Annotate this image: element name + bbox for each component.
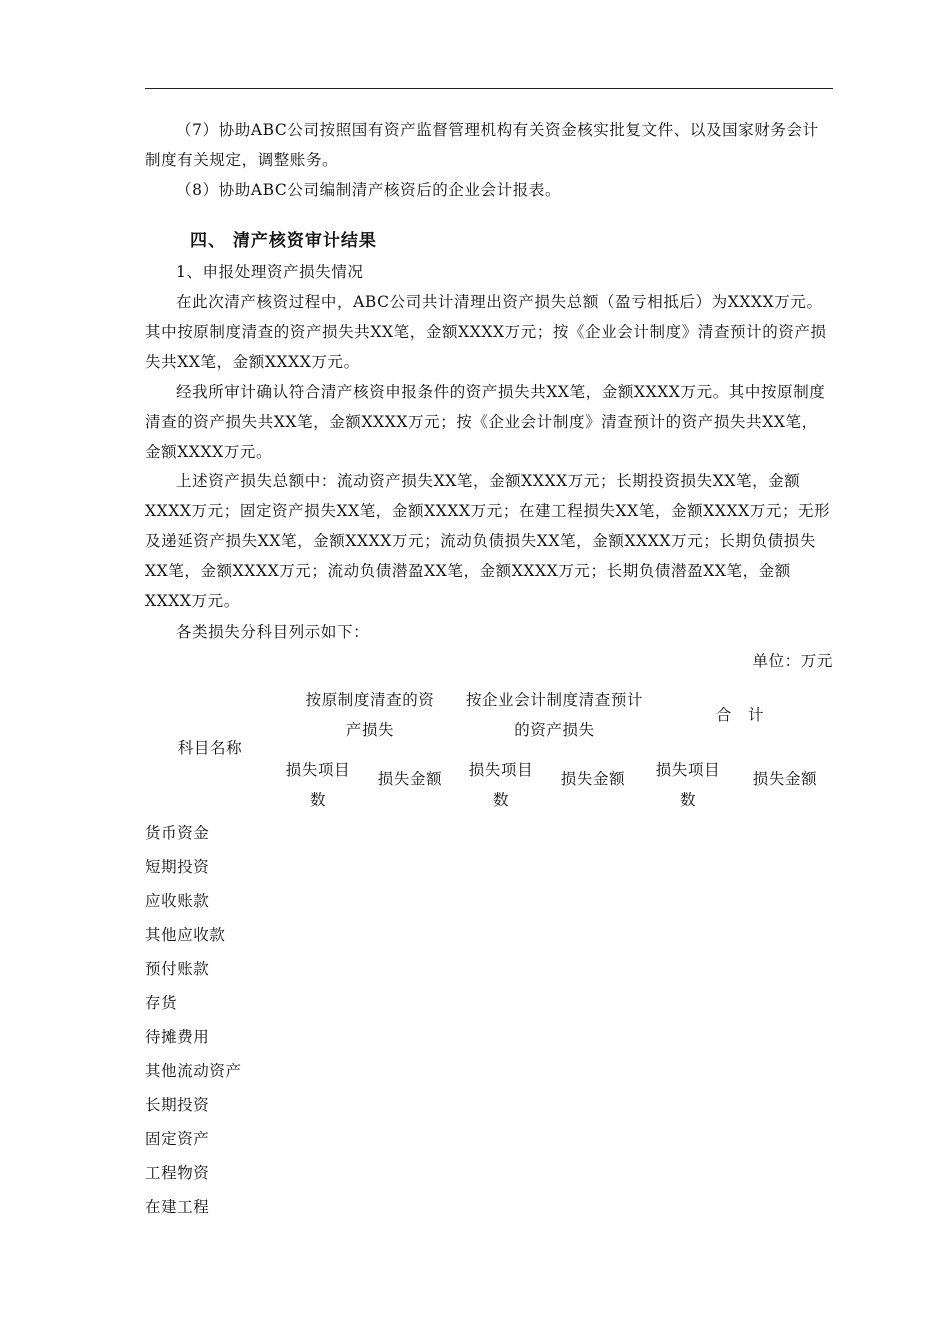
body-paragraph-3: 上述资产损失总额中：流动资产损失XX笔，金额XXXX万元；长期投资损失XX笔，金额XXXX万元；固定资产损失XX笔，金额XXXX万元；在建工程损失XX笔，金额XXXX万元；无形及递延资产损失XX笔，金额XXXX万元；流动负债损失XX笔，金额XXXX万元；长期负债损失XX笔，金额XXXX万元；流动负债潜盈XX笔，金额XXXX万元；长期负债潜盈XX笔，金额XXXX万元。	[145, 472, 831, 610]
paragraph-8: （8）协助ABC公司编制清产核资后的企业会计报表。	[176, 181, 562, 199]
table-row: 预付账款	[145, 960, 210, 978]
body-paragraph-2: 经我所审计确认符合清产核资申报条件的资产损失共XX笔，金额XXXX万元。其中按原制度清查的资产损失共XX笔，金额XXXX万元；按《企业会计制度》清查预计的资产损失共XX笔，金额XXXX万元。	[145, 383, 826, 461]
table-row: 待摊费用	[145, 1028, 210, 1046]
table-row: 在建工程	[145, 1198, 210, 1216]
sub-count-header-2: 损失项目数	[468, 761, 534, 809]
table-row: 长期投资	[145, 1096, 210, 1114]
table-row: 货币资金	[145, 824, 210, 842]
table-row: 应收账款	[145, 892, 210, 910]
body-paragraph-4: 各类损失分科目列示如下：	[176, 623, 370, 641]
table-row: 其他应收款	[145, 926, 226, 944]
table-row: 其他流动资产	[145, 1062, 242, 1080]
table-row: 工程物资	[145, 1164, 210, 1182]
col-subject-header: 科目名称	[177, 739, 243, 757]
group-original-header: 按原制度清查的资产损失	[305, 691, 435, 739]
sub-count-header-3: 损失项目数	[655, 761, 721, 809]
group-total-header: 合 计	[715, 706, 765, 724]
sub-amount-header-1: 损失金额	[377, 770, 443, 788]
subheading: 1、申报处理资产损失情况	[176, 263, 364, 281]
table-body	[145, 816, 242, 1224]
table-row: 固定资产	[145, 1130, 210, 1148]
unit-label: 单位：万元	[752, 652, 833, 670]
body-paragraph-1: 在此次清产核资过程中，ABC公司共计清理出资产损失总额（盈亏相抵后）为XXXX万元。其中按原制度清查的资产损失共XX笔，金额XXXX万元；按《企业会计制度》清查预计的资产损失共XX笔，金额XXXX万元。	[145, 293, 827, 371]
table-row: 短期投资	[145, 858, 210, 876]
header-rule	[145, 88, 833, 89]
section-heading: 四、 清产核资审计结果	[190, 231, 377, 251]
sub-count-header-1: 损失项目数	[285, 761, 351, 809]
sub-amount-header-2: 损失金额	[560, 770, 626, 788]
paragraph-7: （7）协助ABC公司按照国有资产监督管理机构有关资金核实批复文件、以及国家财务会计制度有关规定，调整账务。	[145, 121, 819, 169]
group-enterprise-header: 按企业会计制度清查预计的资产损失	[465, 691, 644, 739]
table-row: 存货	[145, 994, 178, 1012]
sub-amount-header-3: 损失金额	[752, 770, 818, 788]
